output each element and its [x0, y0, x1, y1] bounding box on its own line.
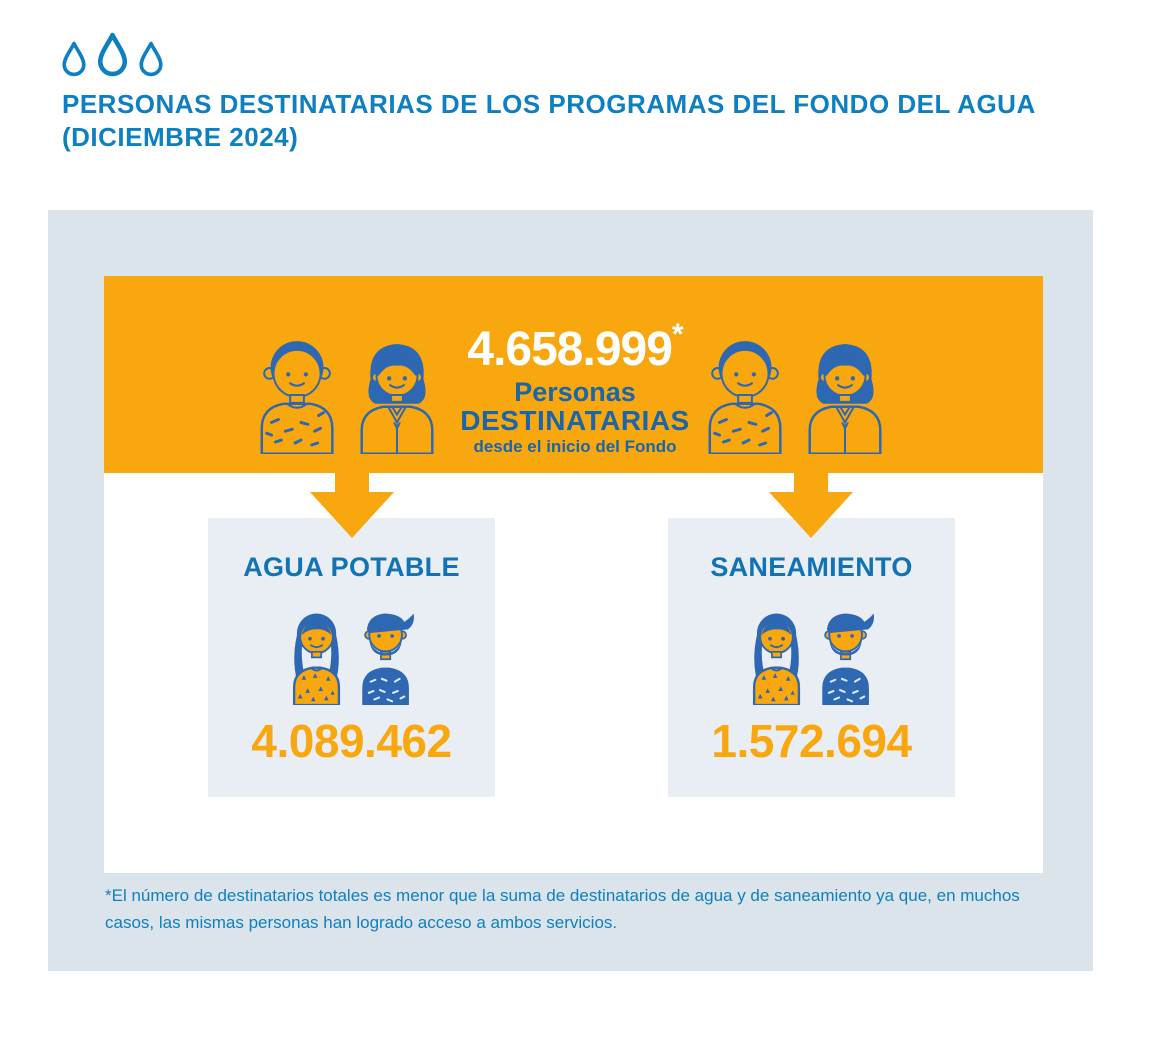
water-drop-icon — [96, 32, 129, 77]
woman-man-illustration — [737, 607, 887, 705]
woman-man-illustration — [277, 607, 427, 705]
banner-label-destinatarias: DESTINATARIAS — [460, 405, 690, 436]
water-drop-icon — [138, 41, 164, 77]
water-drops-logo — [61, 32, 164, 77]
category-value: 4.089.462 — [251, 715, 452, 767]
category-value: 1.572.694 — [711, 715, 912, 767]
banner-label-since-start: desde el inicio del Fondo — [473, 437, 677, 456]
down-arrow-icon — [310, 472, 394, 538]
man-woman-illustration — [698, 334, 894, 454]
page-title-line2: (DICIEMBRE 2024) — [62, 122, 299, 152]
page-title — [62, 88, 1036, 154]
category-panel-saneamiento — [668, 518, 955, 797]
man-woman-illustration — [250, 334, 446, 454]
water-drop-icon — [61, 41, 87, 77]
down-arrow-icon — [769, 472, 853, 538]
total-banner-text — [430, 318, 720, 456]
category-panel-agua-potable — [208, 518, 495, 797]
category-title: SANEAMIENTO — [710, 552, 913, 582]
asterisk-marker: * — [671, 318, 683, 351]
category-title: AGUA POTABLE — [243, 552, 460, 582]
banner-label-personas: Personas — [514, 377, 636, 407]
footnote-text: *El número de destinatarios totales es menor que la suma de destinatarios de agua y de saneamiento ya que, en muchos casos, las mismas personas han logrado acceso a ambos servicios. — [105, 886, 1020, 932]
total-number: 4.658.999 — [467, 323, 672, 376]
total-beneficiaries-value — [430, 318, 720, 376]
total-banner — [104, 276, 1043, 473]
page-title-line1: PERSONAS DESTINATARIAS DE LOS PROGRAMAS DEL FONDO DEL AGUA — [62, 89, 1036, 119]
